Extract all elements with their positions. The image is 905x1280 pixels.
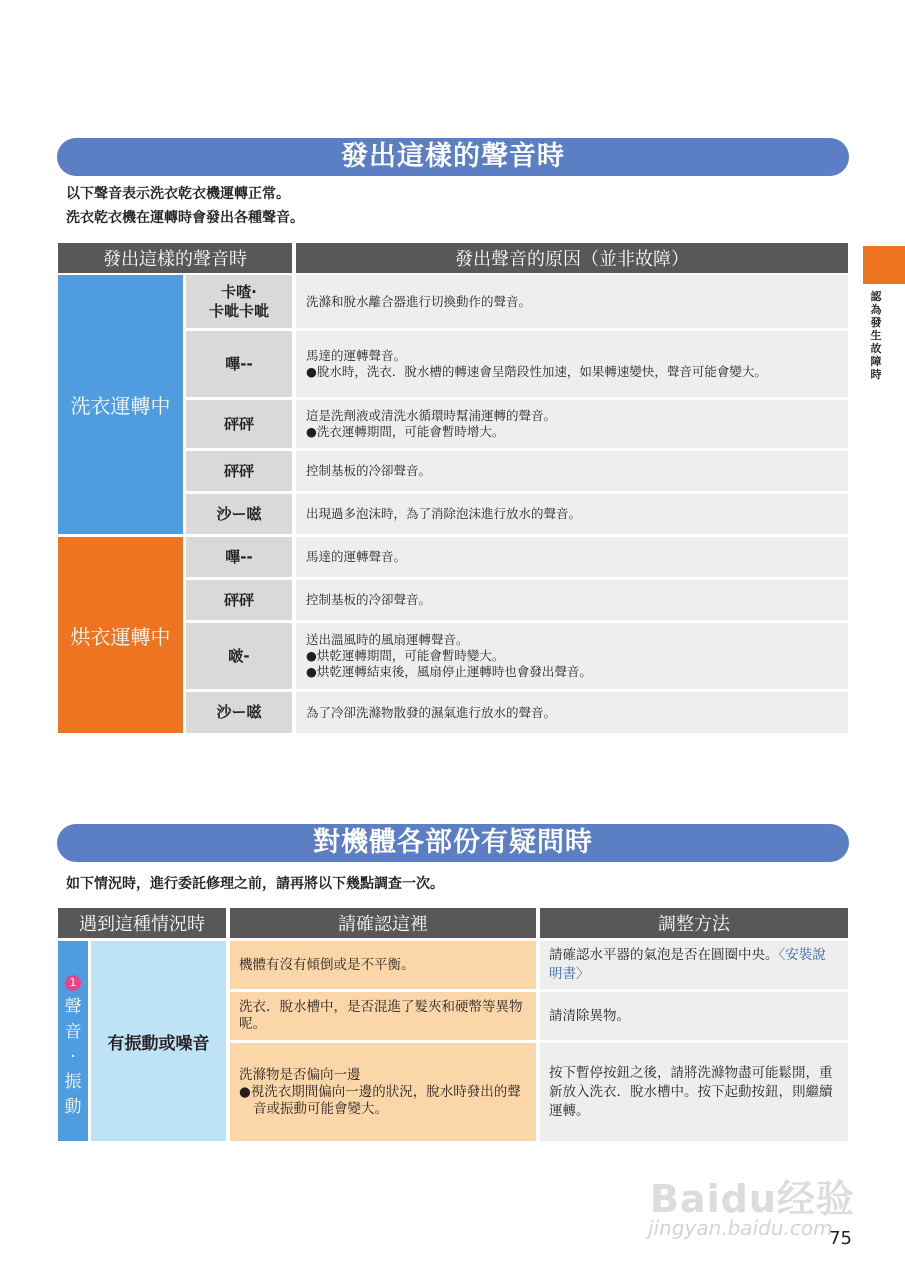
table2-header-check: 請確認這裡 xyxy=(230,908,536,938)
reason-note: ●洗衣運轉期間，可能會暫時增大。 xyxy=(306,424,505,439)
situation-cell: 有振動或噪音 xyxy=(91,941,226,1141)
sound-reason xyxy=(296,623,848,689)
check-cell xyxy=(230,1043,536,1141)
sound-name: 砰砰 xyxy=(186,451,292,491)
sound-reason xyxy=(296,400,848,448)
reason-text: 馬達的運轉聲音。 xyxy=(306,549,407,564)
fix-cell xyxy=(540,941,848,989)
check-cell xyxy=(230,992,536,1040)
reason-note: ●烘乾運轉結束後，風扇停止運轉時也會發出聲音。 xyxy=(306,664,592,679)
table2-header-situation: 遇到這種情況時 xyxy=(58,908,226,938)
reason-text: 控制基板的冷卻聲音。 xyxy=(306,463,432,478)
sound-name: 卡喳· 卡呲卡呲 xyxy=(186,275,292,328)
category-char: 振 xyxy=(64,1072,82,1092)
category-washing: 洗衣運轉中 xyxy=(58,275,183,534)
category-char: 音 xyxy=(64,1022,82,1042)
check-text: 洗滌物是否偏向一邊 xyxy=(239,1066,361,1083)
section-title-sounds: 發出這樣的聲音時 xyxy=(57,138,849,176)
sound-name: 嗶-- xyxy=(186,537,292,577)
sound-name: 砰砰 xyxy=(186,400,292,448)
reason-note: ●脫水時，洗衣．脫水槽的轉速會呈階段性加速，如果轉速變快，聲音可能會變大。 xyxy=(306,364,767,379)
check-note: ●視洗衣期間偏向一邊的狀況，脫水時發出的聲音或振動可能會變大。 xyxy=(239,1083,521,1117)
table1-header-sound: 發出這樣的聲音時 xyxy=(58,243,292,273)
category-sound-vibration xyxy=(58,941,88,1141)
reason-note: ●烘乾運轉期間，可能會暫時變大。 xyxy=(306,648,505,663)
fix-text: 請確認水平器的氣泡是否在圓圈中央。〈安裝說明書〉 xyxy=(549,947,826,982)
reason-text: 送出溫風時的風扇運轉聲音。 xyxy=(306,632,469,647)
install-manual-link[interactable]: 〈安裝說明書〉 xyxy=(549,947,826,982)
sound-reason xyxy=(296,580,848,620)
sound-name: 啵- xyxy=(186,623,292,689)
reason-text: 出現過多泡沫時，為了消除泡沫進行放水的聲音。 xyxy=(306,506,582,521)
intro-line-2: 洗衣乾衣機在運轉時會發出各種聲音。 xyxy=(66,210,304,226)
sound-name: 砰砰 xyxy=(186,580,292,620)
sound-name: 沙ー嗞 xyxy=(186,494,292,534)
sound-reason xyxy=(296,537,848,577)
sound-reason xyxy=(296,275,848,328)
table1-header-reason: 發出聲音的原因（並非故障） xyxy=(296,243,848,273)
category-drying: 烘衣運轉中 xyxy=(58,537,183,733)
fix-cell xyxy=(540,992,848,1040)
check-text: 機體有沒有傾倒或是不平衡。 xyxy=(239,956,415,973)
sound-name: 沙ー嗞 xyxy=(186,692,292,733)
side-tab-label: 認為發生故障時 xyxy=(870,290,882,381)
category-char: 聲 xyxy=(64,997,82,1017)
sound-reason xyxy=(296,494,848,534)
sound-reason xyxy=(296,331,848,397)
fix-text: 請清除異物。 xyxy=(549,1007,630,1024)
sound-reason xyxy=(296,692,848,733)
side-tab xyxy=(863,246,905,284)
fix-cell xyxy=(540,1043,848,1141)
page-number: 75 xyxy=(829,1228,852,1249)
check-text: 洗衣．脫水槽中，是否混進了髮夾和硬幣等異物呢。 xyxy=(239,999,523,1032)
sound-reason xyxy=(296,451,848,491)
watermark-url: jingyan.baidu.com xyxy=(648,1216,833,1240)
sound-name: 嗶-- xyxy=(186,331,292,397)
category-label xyxy=(65,995,82,1120)
reason-text: 洗滌和脫水離合器進行切換動作的聲音。 xyxy=(306,293,532,309)
reason-text: 為了冷卻洗滌物散發的濕氣進行放水的聲音。 xyxy=(306,704,557,720)
check-cell xyxy=(230,941,536,989)
watermark-logo: Baidu经验 xyxy=(650,1177,855,1221)
reason-text: 馬達的運轉聲音。 xyxy=(306,348,407,363)
section2-intro: 如下情況時，進行委託修理之前，請再將以下幾點調查一次。 xyxy=(66,876,444,892)
fix-text: 按下暫停按鈕之後，請將洗滌物盡可能鬆開，重新放入洗衣．脫水槽中。按下起動按鈕，則繼續運轉。 xyxy=(549,1064,833,1119)
intro-line-1: 以下聲音表示洗衣乾衣機運轉正常。 xyxy=(66,186,290,202)
category-char: · xyxy=(70,1047,76,1067)
category-badge: 1 xyxy=(65,975,81,991)
section-title-questions: 對機體各部份有疑問時 xyxy=(57,824,849,862)
reason-text: 這是洗劑液或清洗水循環時幫浦運轉的聲音。 xyxy=(306,408,557,423)
reason-text: 控制基板的冷卻聲音。 xyxy=(306,592,432,607)
category-char: 動 xyxy=(64,1097,82,1117)
table2-header-fix: 調整方法 xyxy=(540,908,848,938)
